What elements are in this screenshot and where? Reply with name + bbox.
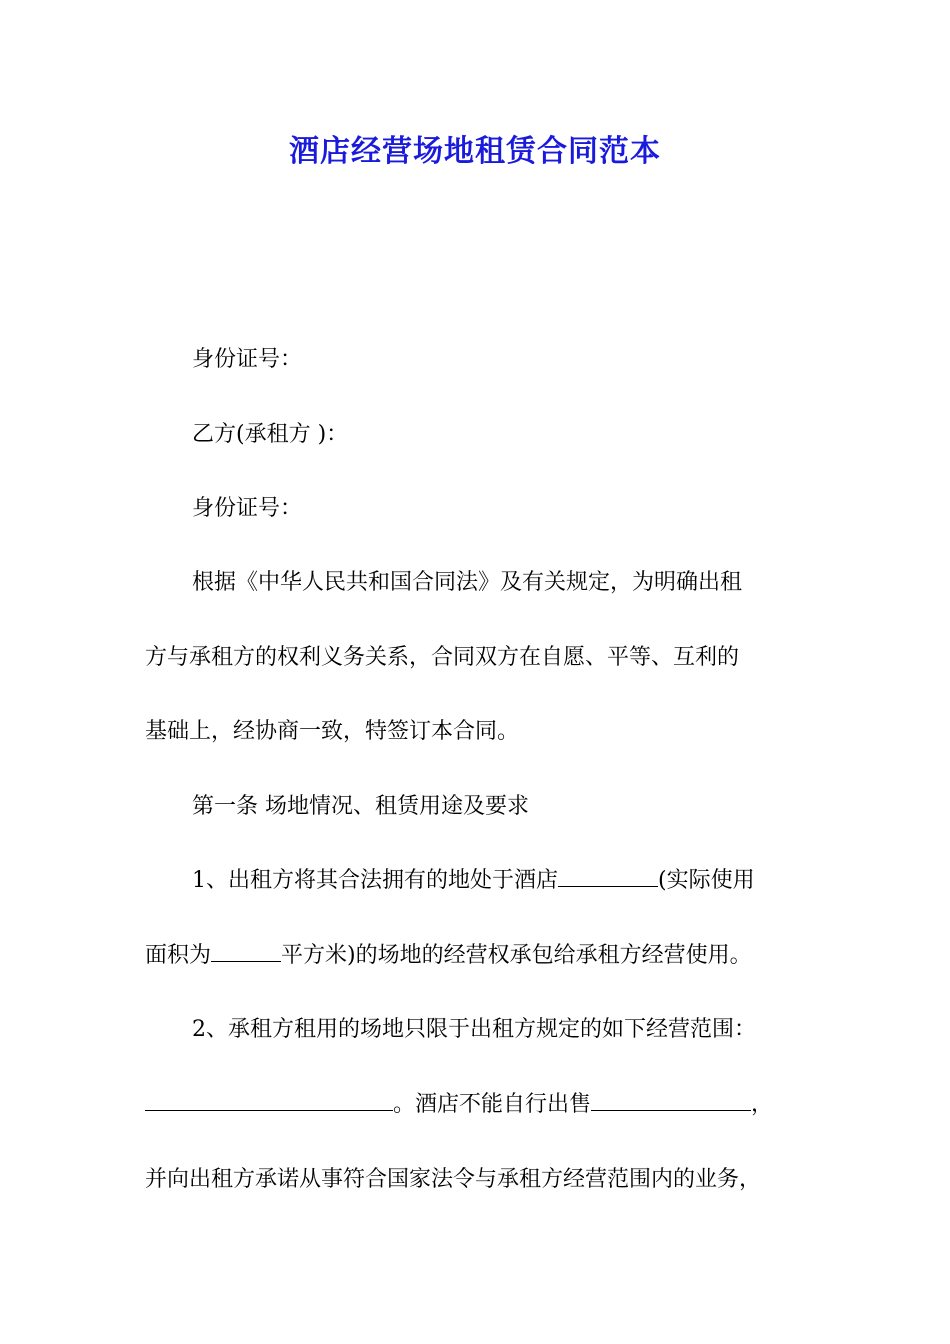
clause-2-line-2-text-a: 。酒店不能自行出售 bbox=[393, 1092, 592, 1117]
clause-2-line-2 bbox=[145, 1087, 773, 1123]
clause-1-line-1 bbox=[192, 863, 755, 899]
clause-1-text-a: 1、出租方将其合法拥有的地处于酒店 bbox=[192, 868, 558, 893]
clause-1-text-b: (实际使用 bbox=[658, 868, 755, 893]
clause-1-line-2 bbox=[145, 938, 752, 974]
preamble-line-1: 根据《中华人民共和国合同法》及有关规定，为明确出租 bbox=[192, 570, 743, 595]
preamble-line-3: 基础上，经协商一致，特签订本合同。 bbox=[145, 719, 520, 744]
business-scope-blank bbox=[145, 1088, 393, 1111]
id-number-line-1: 身份证号： bbox=[192, 347, 303, 372]
party-b-line: 乙方(承租方 )： bbox=[192, 422, 349, 447]
clause-2-line-3: 并向出租方承诺从事符合国家法令与承租方经营范围内的业务， bbox=[145, 1167, 762, 1192]
id-number-line-2: 身份证号： bbox=[192, 496, 303, 521]
area-blank bbox=[211, 939, 281, 962]
clause-1-line-2-text-b: 平方米)的场地的经营权承包给承租方经营使用。 bbox=[281, 943, 752, 968]
prohibited-items-blank bbox=[591, 1088, 751, 1111]
article-1-heading: 第一条 场地情况、租赁用途及要求 bbox=[192, 794, 529, 819]
document-title: 酒店经营场地租赁合同范本 bbox=[289, 134, 661, 169]
clause-1-line-2-text-a: 面积为 bbox=[145, 943, 212, 968]
clause-2-line-1: 2、承租方租用的场地只限于出租方规定的如下经营范围： bbox=[192, 1017, 756, 1042]
location-blank bbox=[558, 864, 658, 887]
preamble-line-2: 方与承租方的权利义务关系，合同双方在自愿、平等、互利的 bbox=[145, 645, 740, 670]
clause-2-line-2-text-b: ， bbox=[751, 1092, 774, 1117]
